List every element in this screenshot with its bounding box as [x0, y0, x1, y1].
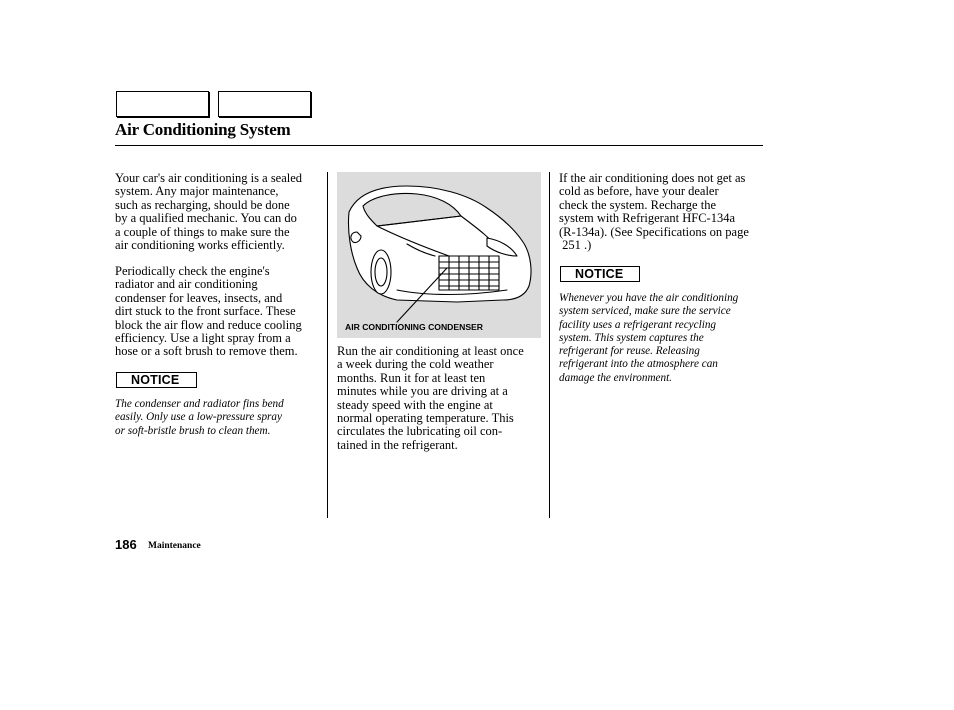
text-line: facility uses a refrigerant recycling — [559, 318, 717, 331]
notice-text — [559, 292, 738, 385]
column-1-para-2 — [115, 265, 302, 359]
text-line: refrigerant for reuse. Releasing — [559, 345, 700, 358]
column-divider — [327, 172, 328, 518]
column-1-para-1 — [115, 172, 302, 252]
title-rule — [115, 145, 763, 146]
text-line: The condenser and radiator fins bend — [115, 398, 284, 410]
text-line: 251 .) — [559, 238, 592, 253]
car-condenser-illustration — [337, 172, 541, 338]
page-number: 186 — [115, 537, 137, 552]
text-line: air conditioning works efficiently. — [115, 238, 285, 253]
text-line: system serviced, make sure the service — [559, 305, 731, 318]
text-line: system. Any major maintenance, — [115, 184, 279, 199]
text-line: by a qualified mechanic. You can do — [115, 211, 297, 226]
text-line: circulates the lubricating oil con- — [337, 424, 503, 439]
text-line: a week during the cold weather — [337, 357, 494, 372]
notice-label: NOTICE — [116, 372, 197, 388]
figure-caption: AIR CONDITIONING CONDENSER — [345, 322, 483, 332]
text-line: condenser for leaves, insects, and — [115, 290, 283, 305]
text-line: steady speed with the engine at — [337, 397, 493, 412]
text-line: hose or a soft brush to remove them. — [115, 344, 298, 359]
section-name: Maintenance — [148, 541, 201, 551]
text-line: system with Refrigerant HFC-134a — [559, 211, 736, 226]
column-divider — [549, 172, 550, 518]
text-line: minutes while you are driving at a — [337, 384, 508, 399]
text-line: normal operating temperature. This — [337, 411, 514, 426]
text-line: (R-134a). (See Specifications on page — [559, 224, 749, 239]
text-line: months. Run it for at least ten — [337, 370, 486, 385]
text-line: tained in the refrigerant. — [337, 437, 458, 452]
text-line: cold as before, have your dealer — [559, 184, 719, 199]
text-line: easily. Only use a low-pressure spray — [115, 411, 282, 424]
text-line: If the air conditioning does not get as — [559, 171, 746, 185]
text-line: damage the environment. — [559, 371, 672, 384]
text-line: check the system. Recharge the — [559, 197, 717, 212]
notice-text — [115, 398, 284, 438]
header-tab-box — [116, 91, 209, 117]
header-tab-box — [218, 91, 311, 117]
column-2-para — [337, 345, 524, 452]
condenser-figure — [337, 172, 541, 338]
text-line: radiator and air conditioning — [115, 277, 258, 292]
text-line: Periodically check the engine's — [115, 264, 270, 278]
text-line: a couple of things to make sure the — [115, 224, 290, 239]
text-line: Run the air conditioning at least once — [337, 344, 524, 358]
page-title: Air Conditioning System — [115, 120, 291, 139]
text-line: system. This system captures the — [559, 331, 704, 344]
text-line: block the air flow and reduce cooling — [115, 317, 302, 332]
text-line: Your car's air conditioning is a sealed — [115, 171, 303, 185]
text-line: such as recharging, should be done — [115, 197, 290, 212]
text-line: or soft-bristle brush to clean them. — [115, 424, 271, 437]
text-line: dirt stuck to the front surface. These — [115, 304, 296, 319]
column-3-para — [559, 172, 749, 252]
text-line: refrigerant into the atmosphere can — [559, 358, 718, 371]
text-line: efficiency. Use a light spray from a — [115, 331, 291, 346]
notice-label: NOTICE — [560, 266, 640, 282]
text-line: Whenever you have the air conditioning — [559, 292, 739, 304]
